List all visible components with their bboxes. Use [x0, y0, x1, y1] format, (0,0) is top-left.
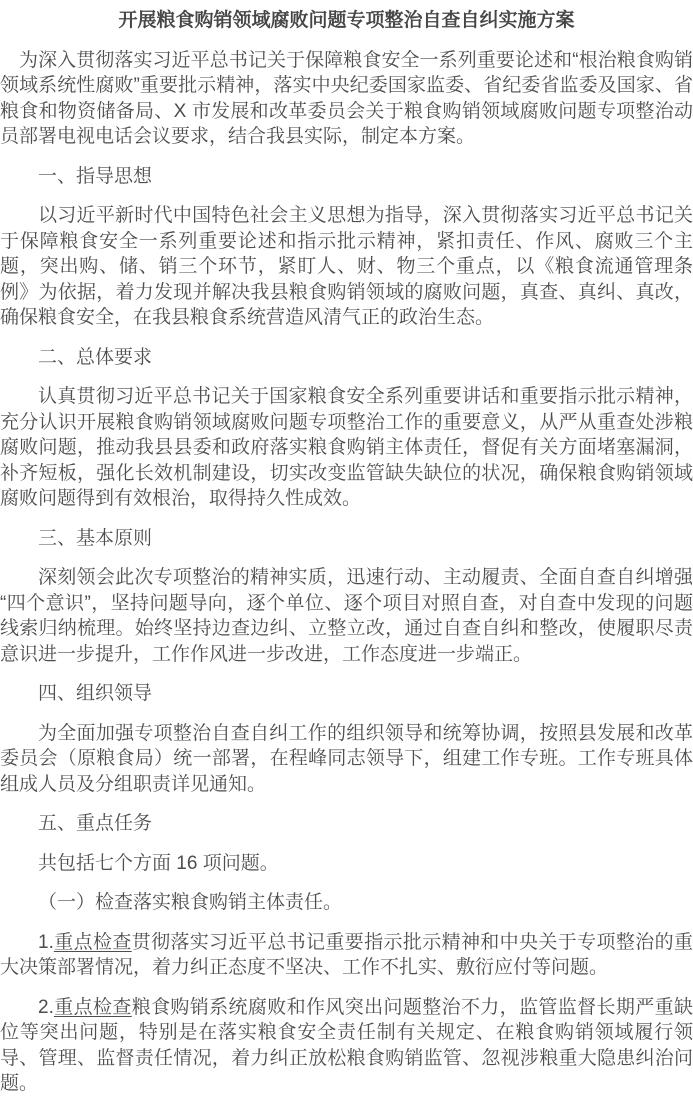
task-2-keyword: 重点检查 [53, 996, 132, 1018]
task-1-keyword: 重点检查 [53, 931, 132, 953]
section-heading-1: 一、指导思想 [38, 165, 153, 187]
task-2-number: 2. [38, 996, 54, 1018]
subsection-heading-1: （一）检查落实粮食购销主体责任。 [38, 892, 343, 913]
task-item-1 [0, 930, 693, 981]
document-title: 开展粮食购销领域腐败问题专项整治自查自纠实施方案 [118, 10, 575, 31]
intro-paragraph: 为深入贯彻落实习近平总书记关于保障粮食安全一系列重要论述和“根治粮食购销领域系统性腐败”重要批示精神，落实中央纪委国家监委、省纪委省监委及国家、省粮食和物资储备局、X 市发展和改革委员会关于粮食购销领域腐败问题专项整治动员部署电视电话会议要求，结合我县实际，制定本方案。 [0, 49, 693, 147]
section-heading-2: 二、总体要求 [38, 346, 153, 368]
section-body-4: 为全面加强专项整治自查自纠工作的组织领导和统筹协调，按照县发展和改革委员会（原粮食局）统一部署，在程峰同志领导下，组建工作专班。工作专班具体组成人员及分组职责详见通知。 [0, 722, 693, 795]
section-heading-4: 四、组织领导 [38, 683, 153, 704]
section-body-5: 共包括七个方面 16 项问题。 [38, 852, 279, 874]
section-heading-3: 三、基本原则 [38, 527, 153, 549]
task-1-number: 1. [38, 931, 54, 953]
section-body-3: 深刻领会此次专项整治的精神实质，迅速行动、主动履责、全面自查自纠增强“四个意识”，坚持问题导向，逐个单位、逐个项目对照自查，对自查中发现的问题线索归纳梳理。始终坚持边查边纠、立整立改，通过自查自纠和整改，使履职尽责意识进一步提升，工作作风进一步改进，工作态度进一步端正。 [0, 567, 693, 665]
task-1-text: 贯彻落实习近平总书记重要指示批示精神和中央关于专项整治的重大决策部署情况，着力纠正态度不坚决、工作不扎实、敷衍应付等问题。 [0, 931, 693, 978]
task-2-text: 粮食购销系统腐败和作风突出问题整治不力，监管监督长期严重缺位等突出问题，特别是在落实粮食安全责任制有关规定、在粮食购销领域履行领导、管理、监督责任情况，着力纠正放松粮食购销监管、忽视涉粮重大隐患纠治问题。 [0, 996, 693, 1094]
task-item-2 [0, 995, 693, 1097]
section-body-1: 以习近平新时代中国特色社会主义思想为指导，深入贯彻落实习近平总书记关于保障粮食安全一系列重要论述和指示批示精神，紧扣责任、作风、腐败三个主题，突出购、储、销三个环节，紧盯人、财、物三个重点，以《粮食流通管理条例》为依据，着力发现并解决我县粮食购销领域的腐败问题，真查、真纠、真改，确保粮食安全，在我县粮食系统营造风清气正的政治生态。 [0, 205, 693, 328]
section-heading-5: 五、重点任务 [38, 813, 153, 834]
section-body-2: 认真贯彻习近平总书记关于国家粮食安全系列重要讲话和重要指示批示精神，充分认识开展粮食购销领域腐败问题专项整治工作的重要意义，从严从重查处涉粮腐败问题，推动我县县委和政府落实粮食购销主体责任，督促有关方面堵塞漏洞，补齐短板，强化长效机制建设，切实改变监管缺失缺位的状况，确保粮食购销领域腐败问题得到有效根治，取得持久性成效。 [0, 386, 693, 509]
